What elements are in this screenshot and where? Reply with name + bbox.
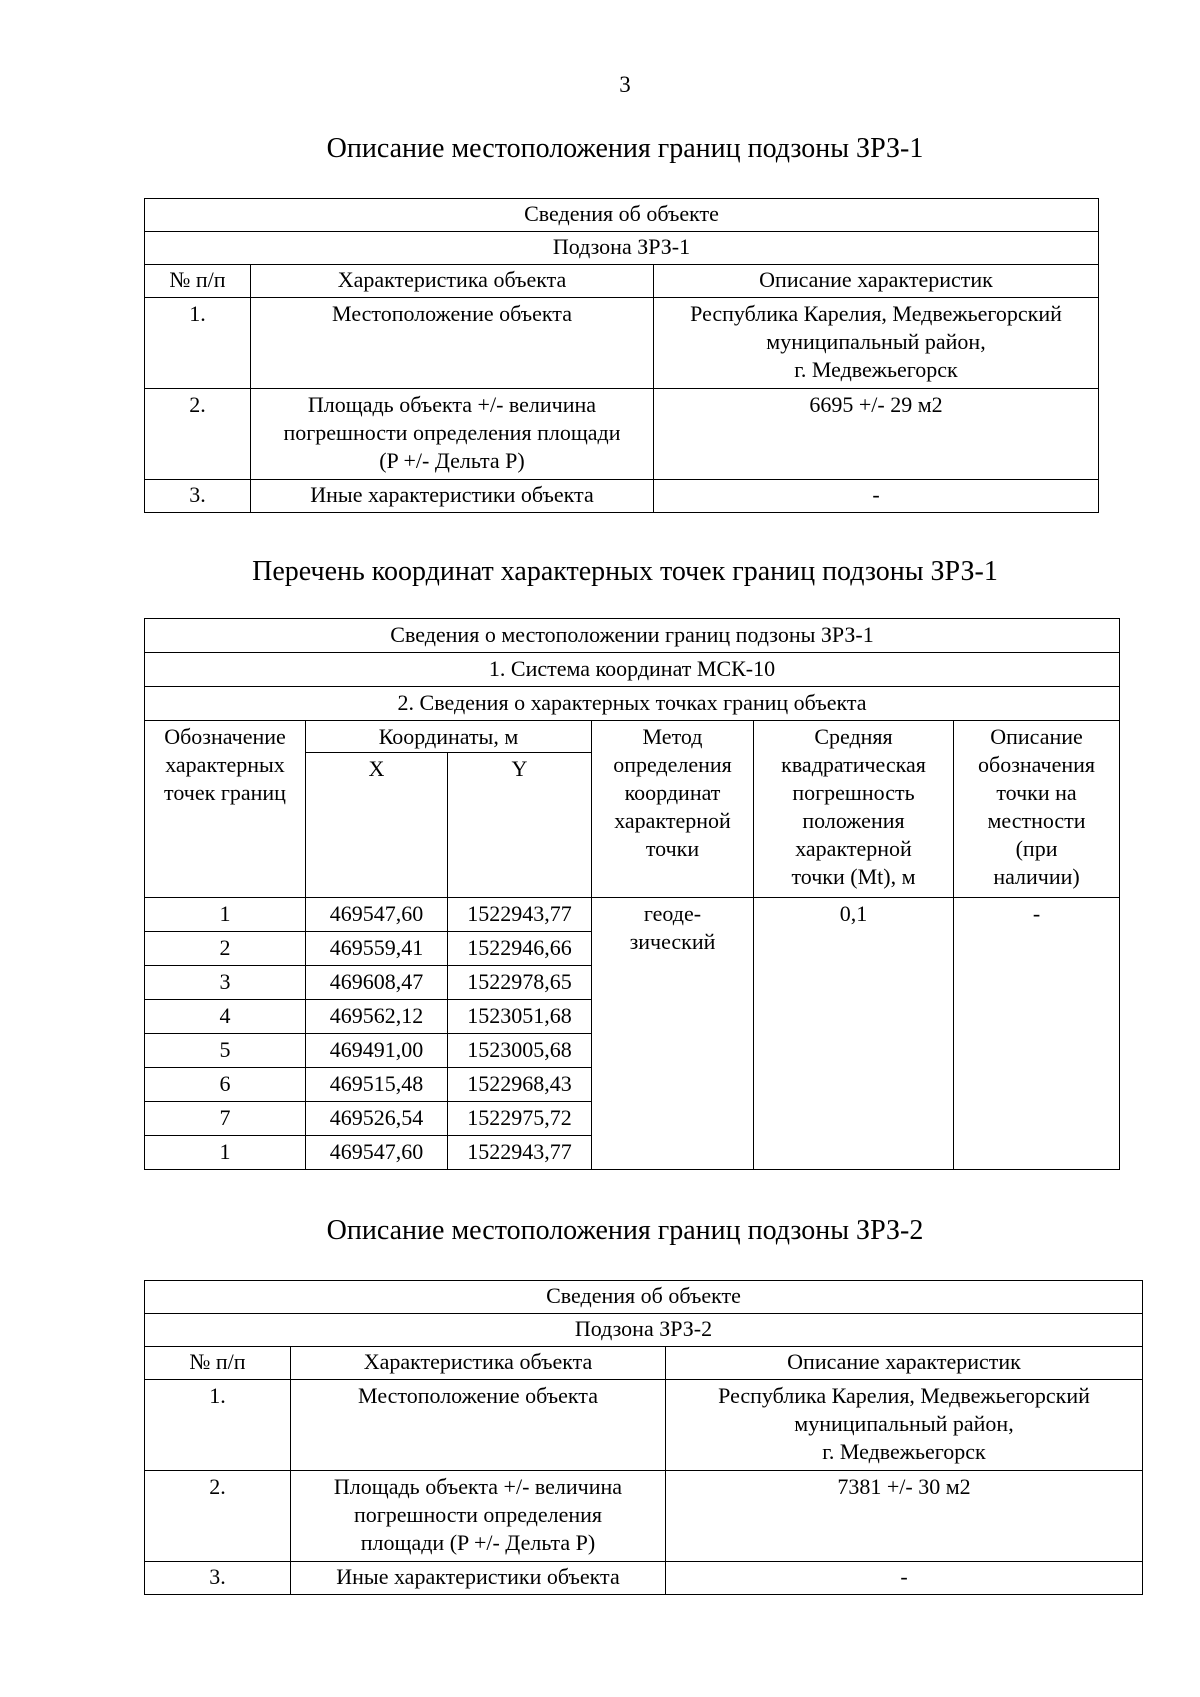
point-y: 1522943,77	[448, 1136, 592, 1170]
header-line: Обозначение	[164, 724, 286, 749]
column-header-characteristic: Характеристика объекта	[251, 265, 654, 298]
method-line: зический	[629, 929, 716, 954]
point-number: 4	[145, 1000, 306, 1034]
point-x: 469515,48	[306, 1068, 448, 1102]
name-line: погрешности определения площади	[283, 420, 621, 445]
row-number: 2.	[145, 389, 251, 480]
point-number: 1	[145, 1136, 306, 1170]
row-value: -	[654, 480, 1099, 513]
column-header-point-description	[954, 721, 1120, 898]
row-name: Местоположение объекта	[291, 1380, 666, 1471]
point-y: 1522943,77	[448, 898, 592, 932]
value-line: Республика Карелия, Медвежьегорский	[718, 1383, 1090, 1408]
point-x: 469559,41	[306, 932, 448, 966]
header-line: наличии)	[993, 864, 1080, 889]
column-header-method	[592, 721, 754, 898]
table-row	[145, 389, 1099, 480]
section3-title: Описание местоположения границ подзоны ЗРЗ-2	[326, 1215, 924, 1246]
object-info-table-zrz2	[144, 1280, 1143, 1595]
section2-title: Перечень координат характерных точек границ подзоны ЗРЗ-1	[252, 556, 998, 587]
coordinates-table-zrz1	[144, 618, 1120, 1170]
row-value: 7381 +/- 30 м2	[666, 1471, 1143, 1562]
table-row	[145, 480, 1099, 513]
header-line: положения	[802, 808, 905, 833]
header-line: (при	[1015, 836, 1058, 861]
header-line: точки на	[996, 780, 1077, 805]
header-line: координат	[624, 780, 721, 805]
column-header-number: № п/п	[145, 1347, 291, 1380]
description-value: -	[954, 898, 1120, 1170]
column-header-number: № п/п	[145, 265, 251, 298]
header-line: точки	[645, 836, 700, 861]
row-value: 6695 +/- 29 м2	[654, 389, 1099, 480]
point-x: 469562,12	[306, 1000, 448, 1034]
coordinate-system: 1. Система координат МСК-10	[145, 653, 1120, 687]
page-number: 3	[619, 72, 631, 97]
row-name: Местоположение объекта	[251, 298, 654, 389]
name-line: (P +/- Дельта P)	[379, 448, 525, 473]
name-line: Площадь объекта +/- величина	[333, 1474, 623, 1499]
point-number: 5	[145, 1034, 306, 1068]
row-number: 3.	[145, 1562, 291, 1595]
row-value	[654, 298, 1099, 389]
point-x: 469547,60	[306, 898, 448, 932]
header-line: местности	[987, 808, 1086, 833]
error-value: 0,1	[754, 898, 954, 1170]
row-number: 2.	[145, 1471, 291, 1562]
table-row	[145, 1380, 1143, 1471]
table-subheader: Подзона ЗРЗ-2	[145, 1314, 1143, 1347]
value-line: г. Медвежьегорск	[794, 357, 958, 382]
point-number: 3	[145, 966, 306, 1000]
column-header-error	[754, 721, 954, 898]
value-line: Республика Карелия, Медвежьегорский	[690, 301, 1062, 326]
header-line: точки (Mt), м	[791, 864, 916, 889]
column-header-y: Y	[448, 753, 592, 898]
header-line: обозначения	[978, 752, 1096, 777]
row-name: Иные характеристики объекта	[251, 480, 654, 513]
point-y: 1522946,66	[448, 932, 592, 966]
row-value: -	[666, 1562, 1143, 1595]
point-number: 7	[145, 1102, 306, 1136]
name-line: погрешности определения	[353, 1502, 603, 1527]
header-line: характерных	[165, 752, 285, 777]
column-header-x: X	[306, 753, 448, 898]
table-row	[145, 298, 1099, 389]
table-header: Сведения об объекте	[145, 1281, 1143, 1314]
method-value	[592, 898, 754, 1170]
table-subheader: 2. Сведения о характерных точках границ объекта	[145, 687, 1120, 721]
section1-title: Описание местоположения границ подзоны ЗРЗ-1	[326, 133, 924, 164]
method-line: геоде-	[643, 901, 702, 926]
row-name: Иные характеристики объекта	[291, 1562, 666, 1595]
header-line: квадратическая	[781, 752, 926, 777]
value-line: муниципальный район,	[766, 329, 986, 354]
point-x: 469608,47	[306, 966, 448, 1000]
object-info-table-zrz1	[144, 198, 1099, 513]
row-number: 3.	[145, 480, 251, 513]
column-header-description: Описание характеристик	[654, 265, 1099, 298]
point-number: 1	[145, 898, 306, 932]
row-number: 1.	[145, 298, 251, 389]
header-line: характерной	[795, 836, 912, 861]
row-name	[251, 389, 654, 480]
point-y: 1522978,65	[448, 966, 592, 1000]
table-row	[145, 898, 1120, 932]
point-x: 469491,00	[306, 1034, 448, 1068]
value-line: муниципальный район,	[794, 1411, 1014, 1436]
header-line: Описание	[990, 724, 1083, 749]
table-subheader: Подзона ЗРЗ-1	[145, 232, 1099, 265]
column-header-description: Описание характеристик	[666, 1347, 1143, 1380]
point-y: 1523051,68	[448, 1000, 592, 1034]
header-line: Средняя	[814, 724, 893, 749]
row-value	[666, 1380, 1143, 1471]
column-header-point	[145, 721, 306, 898]
header-line: характерной	[614, 808, 731, 833]
name-line: Площадь объекта +/- величина	[307, 392, 597, 417]
header-line: погрешность	[792, 780, 915, 805]
header-line: определения	[613, 752, 732, 777]
header-line: точек границ	[164, 780, 286, 805]
value-line: г. Медвежьегорск	[822, 1439, 986, 1464]
point-number: 2	[145, 932, 306, 966]
table-row	[145, 1562, 1143, 1595]
row-name	[291, 1471, 666, 1562]
point-y: 1522975,72	[448, 1102, 592, 1136]
table-header: Сведения об объекте	[145, 199, 1099, 232]
column-header-coordinates: Координаты, м	[306, 721, 592, 753]
header-line: Метод	[642, 724, 703, 749]
point-number: 6	[145, 1068, 306, 1102]
point-x: 469547,60	[306, 1136, 448, 1170]
table-row	[145, 1471, 1143, 1562]
name-line: площади (P +/- Дельта P)	[360, 1530, 596, 1555]
column-header-characteristic: Характеристика объекта	[291, 1347, 666, 1380]
point-y: 1522968,43	[448, 1068, 592, 1102]
row-number: 1.	[145, 1380, 291, 1471]
point-y: 1523005,68	[448, 1034, 592, 1068]
point-x: 469526,54	[306, 1102, 448, 1136]
table-header: Сведения о местоположении границ подзоны ЗРЗ-1	[145, 619, 1120, 653]
